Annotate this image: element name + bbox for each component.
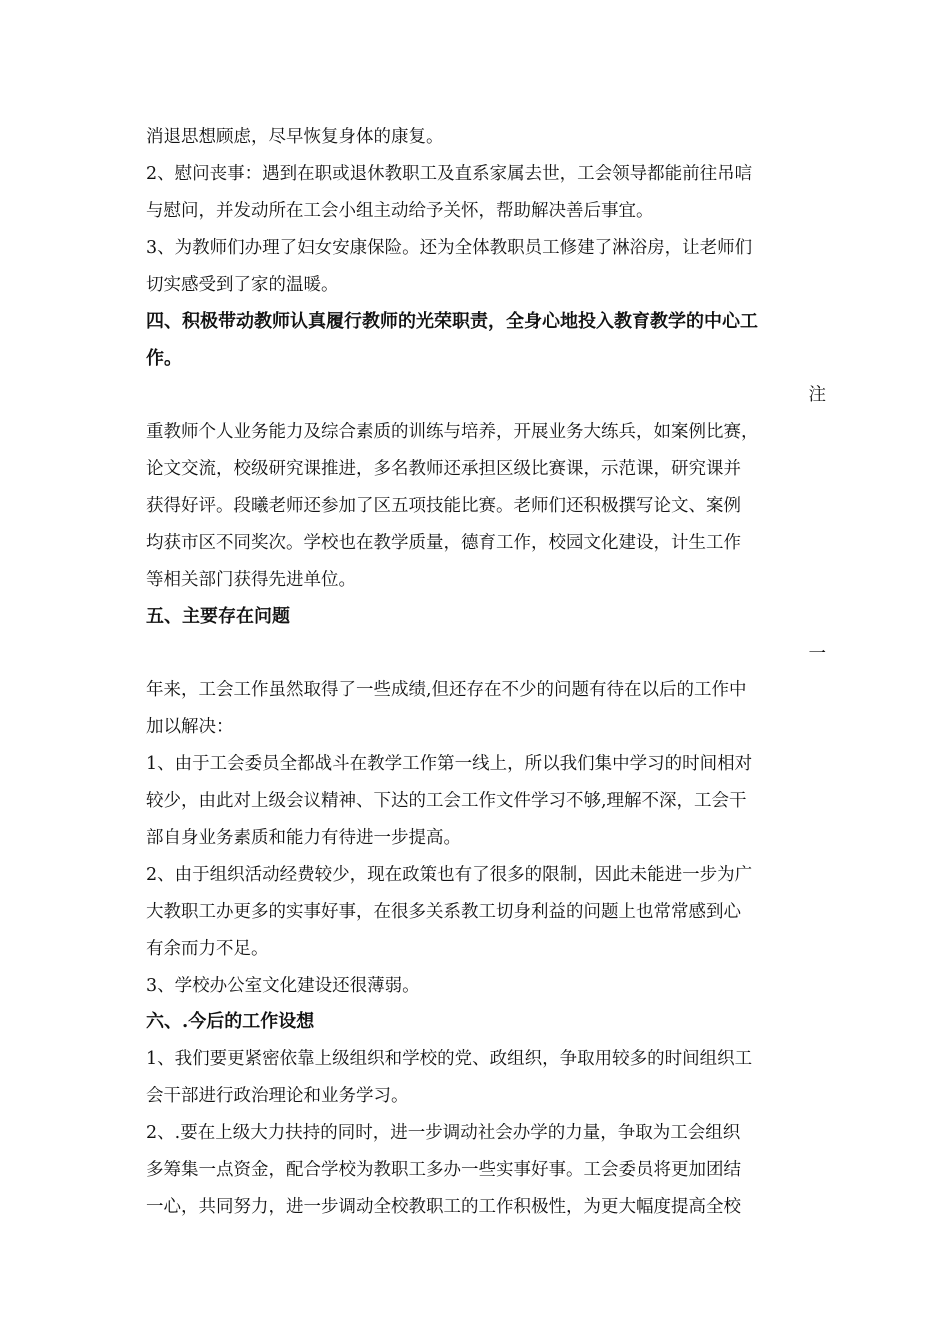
body-text-line: 一 [808, 644, 826, 664]
body-text-line: 重教师个人业务能力及综合素质的训练与培养，开展业务大练兵，如案例比赛， [146, 422, 759, 442]
body-text-line: 论文交流，校级研究课推进，多名教师还承担区级比赛课，示范课，研究课并 [146, 459, 741, 479]
body-text-line: 均获市区不同奖次。学校也在教学质量，德育工作，校园文化建设，计生工作 [146, 533, 741, 553]
body-text-line: 多筹集一点资金，配合学校为教职工多办一些实事好事。工会委员将更加团结 [146, 1160, 741, 1180]
body-text-line: 大教职工办更多的实事好事，在很多关系教工切身利益的问题上也常常感到心 [146, 902, 741, 922]
body-text-line: 年来，工会工作虽然取得了一些成绩,但还存在不少的问题有待在以后的工作中 [146, 680, 747, 700]
section-heading-6: 六、.今后的工作设想 [146, 1011, 315, 1032]
body-text-line: 3、学校办公室文化建设还很薄弱。 [146, 976, 420, 996]
body-text-line: 较少，由此对上级会议精神、下达的工会工作文件学习不够,理解不深，工会干 [146, 791, 747, 811]
body-text-line: 有余而力不足。 [146, 939, 269, 959]
body-text-line: 获得好评。段曦老师还参加了区五项技能比赛。老师们还积极撰写论文、案例 [146, 496, 741, 516]
section-heading-4: 四、积极带动教师认真履行教师的光荣职责，全身心地投入教育教学的中心工 [146, 311, 758, 332]
body-text-line: 2、由于组织活动经费较少，现在政策也有了很多的限制，因此未能进一步为广 [146, 865, 753, 885]
body-text-line: 3、为教师们办理了妇女安康保险。还为全体教职员工修建了淋浴房，让老师们 [146, 238, 753, 258]
body-text-line: 注 [808, 385, 826, 405]
body-text-line: 2、.要在上级大力扶持的同时，进一步调动社会办学的力量，争取为工会组织 [146, 1123, 741, 1143]
body-text-line: 一心，共同努力，进一步调动全校教职工的工作积极性，为更大幅度提高全校 [146, 1197, 741, 1217]
body-text-line: 消退思想顾虑，尽早恢复身体的康复。 [146, 127, 444, 147]
section-heading-4-cont: 作。 [146, 348, 182, 369]
body-text-line: 等相关部门获得先进单位。 [146, 570, 356, 590]
section-heading-5: 五、主要存在问题 [146, 606, 290, 627]
body-text-line: 1、由于工会委员全都战斗在教学工作第一线上，所以我们集中学习的时间相对 [146, 754, 753, 774]
body-text-line: 1、我们要更紧密依靠上级组织和学校的党、政组织，争取用较多的时间组织工 [146, 1049, 753, 1069]
body-text-line: 切实感受到了家的温暖。 [146, 275, 339, 295]
body-text-line: 加以解决： [146, 717, 234, 737]
body-text-line: 与慰问，并发动所在工会小组主动给予关怀，帮助解决善后事宜。 [146, 201, 654, 221]
body-text-line: 部自身业务素质和能力有待进一步提高。 [146, 828, 461, 848]
body-text-line: 2、慰问丧事：遇到在职或退休教职工及直系家属去世，工会领导都能前往吊唁 [146, 164, 753, 184]
body-text-line: 会干部进行政治理论和业务学习。 [146, 1086, 409, 1106]
